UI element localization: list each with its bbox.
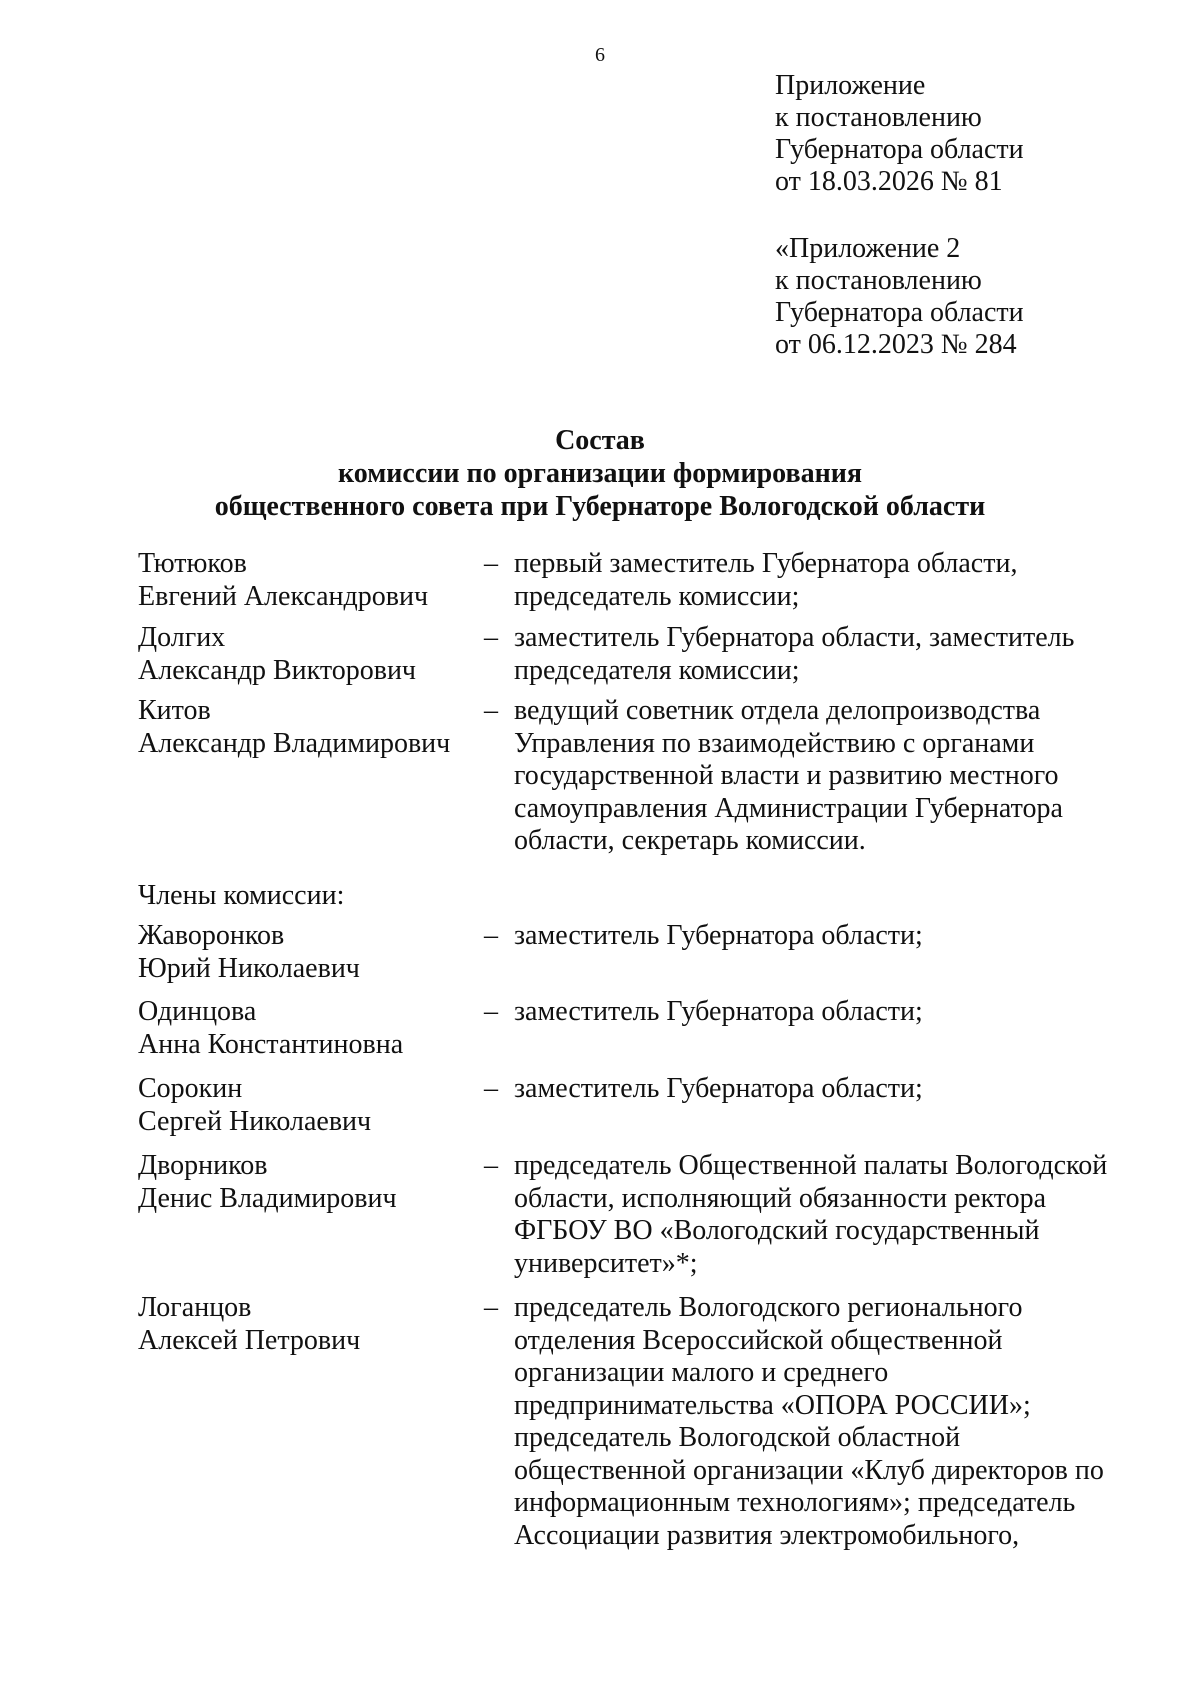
member-given-names: Евгений Александрович [138, 580, 429, 612]
member-position [514, 920, 1134, 953]
member-position [514, 695, 1134, 858]
member-given-names: Денис Владимирович [138, 1182, 397, 1214]
appendix-note-current [775, 70, 1024, 198]
position-line: области, исполняющий обязанности ректора [514, 1182, 1047, 1214]
position-line: университет»*; [514, 1247, 698, 1279]
dash-separator: – [484, 622, 498, 653]
member-name [138, 622, 478, 687]
position-line: заместитель Губернатора области, заместитель [514, 622, 1075, 653]
member-given-names: Анна Константиновна [138, 1028, 404, 1060]
appendix-note-amended [775, 233, 1024, 361]
position-line: заместитель Губернатора области; [514, 996, 923, 1027]
title-line: Состав [555, 425, 645, 456]
dash-separator: – [484, 1150, 498, 1181]
member-name [138, 1292, 478, 1357]
title-line: комиссии по организации формирования [337, 458, 863, 489]
page-number: 6 [595, 44, 605, 66]
member-name [138, 1150, 478, 1215]
position-line: председателя комиссии; [514, 654, 800, 686]
member-surname: Логанцов [138, 1292, 252, 1323]
member-position [514, 996, 1134, 1029]
member-name [138, 695, 478, 760]
member-position [514, 622, 1134, 687]
position-line: ведущий советник отдела делопроизводства [514, 695, 1041, 726]
dash-separator: – [484, 1292, 498, 1323]
member-surname: Китов [138, 695, 211, 726]
member-surname: Дворников [138, 1150, 268, 1181]
appendix-line: Губернатора области [775, 134, 1024, 165]
document-title [0, 424, 1200, 523]
appendix-line: Приложение [775, 70, 926, 101]
member-position [514, 1150, 1134, 1280]
position-line: информационным технологиям»; председатель [514, 1487, 1076, 1518]
position-line: государственной власти и развитию местного [514, 760, 1059, 791]
member-surname: Жаворонков [138, 920, 285, 951]
member-given-names: Александр Владимирович [138, 727, 451, 759]
position-line: самоуправления Администрации Губернатора [514, 792, 1063, 824]
member-given-names: Александр Викторович [138, 654, 417, 686]
member-given-names: Юрий Николаевич [138, 952, 360, 984]
member-position [514, 548, 1134, 613]
member-name [138, 996, 478, 1061]
position-line: председатель Общественной палаты Вологодской [514, 1150, 1108, 1181]
position-line: Управления по взаимодействию с органами [514, 727, 1035, 759]
member-name [138, 548, 478, 613]
position-line: ФГБОУ ВО «Вологодский государственный [514, 1215, 1040, 1246]
members-heading: Члены комиссии: [138, 880, 345, 911]
position-line: Ассоциации развития электромобильного, [514, 1519, 1020, 1551]
position-line: первый заместитель Губернатора области, [514, 548, 1018, 579]
member-position [514, 1073, 1134, 1106]
appendix-line: к постановлению [775, 265, 982, 296]
title-line: общественного совета при Губернаторе Вологодской области [214, 491, 986, 522]
position-line: заместитель Губернатора области; [514, 920, 923, 951]
appendix-line: Губернатора области [775, 297, 1024, 328]
member-position [514, 1292, 1134, 1552]
position-line: председатель Вологодского регионального [514, 1292, 1023, 1323]
position-line: отделения Всероссийской общественной [514, 1324, 1003, 1356]
dash-separator: – [484, 695, 498, 726]
position-line: области, секретарь комиссии. [514, 825, 866, 856]
position-line: общественной организации «Клуб директоров по [514, 1454, 1104, 1486]
position-line: организации малого и среднего [514, 1357, 889, 1388]
member-surname: Тютюков [138, 548, 247, 579]
position-line: председатель комиссии; [514, 580, 800, 612]
member-given-names: Сергей Николаевич [138, 1105, 372, 1137]
position-line: председатель Вологодской областной [514, 1422, 961, 1453]
member-surname: Долгих [138, 622, 226, 653]
position-line: заместитель Губернатора области; [514, 1073, 923, 1104]
appendix-line: от 06.12.2023 № 284 [775, 329, 1017, 360]
member-name [138, 920, 478, 985]
member-name [138, 1073, 478, 1138]
member-given-names: Алексей Петрович [138, 1324, 361, 1356]
appendix-line: «Приложение 2 [775, 233, 961, 264]
dash-separator: – [484, 920, 498, 951]
appendix-line: от 18.03.2026 № 81 [775, 166, 1003, 197]
position-line: предпринимательства «ОПОРА РОССИИ»; [514, 1389, 1031, 1421]
dash-separator: – [484, 996, 498, 1027]
dash-separator: – [484, 1073, 498, 1104]
appendix-line: к постановлению [775, 102, 982, 133]
member-surname: Сорокин [138, 1073, 243, 1104]
member-surname: Одинцова [138, 996, 257, 1027]
dash-separator: – [484, 548, 498, 579]
